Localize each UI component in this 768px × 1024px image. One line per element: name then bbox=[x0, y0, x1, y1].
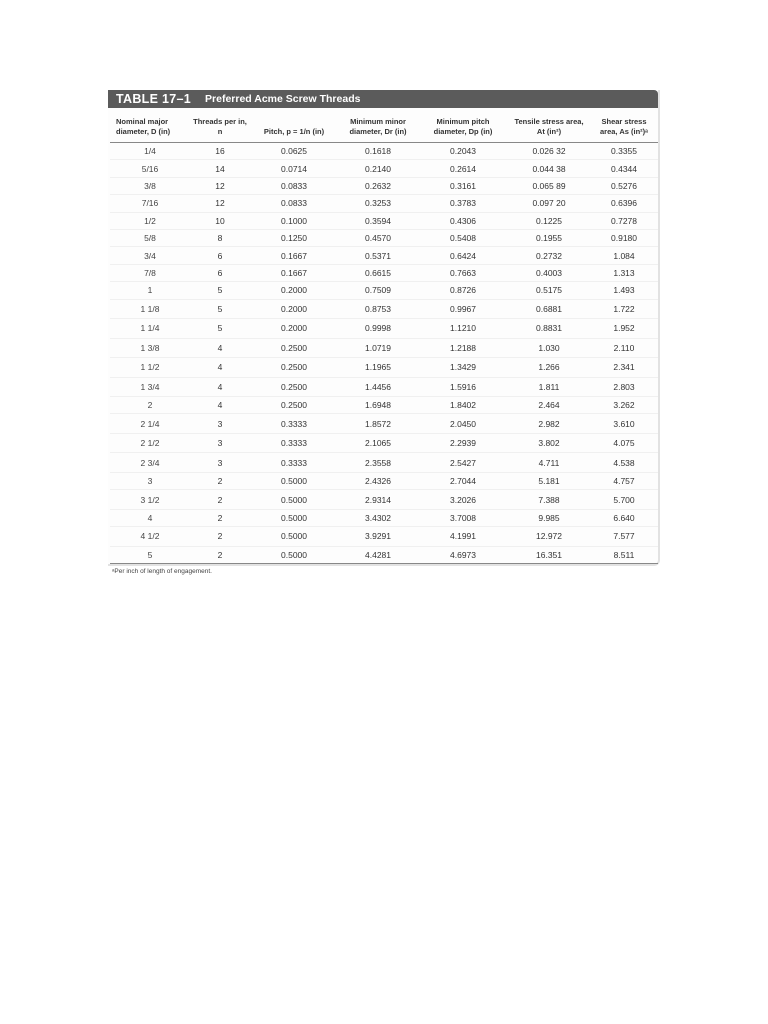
cell-pitch: 0.2000 bbox=[250, 282, 338, 299]
cell-shear-stress-area: 1.084 bbox=[590, 247, 658, 264]
cell-min-pitch-diameter: 1.1210 bbox=[418, 319, 508, 339]
cell-tensile-stress-area: 0.065 89 bbox=[508, 177, 590, 194]
cell-nominal-diameter: 2 bbox=[110, 397, 190, 414]
cell-nominal-diameter: 1 1/4 bbox=[110, 319, 190, 339]
cell-pitch: 0.5000 bbox=[250, 490, 338, 510]
cell-min-pitch-diameter: 0.9967 bbox=[418, 299, 508, 319]
cell-min-pitch-diameter: 1.8402 bbox=[418, 397, 508, 414]
cell-shear-stress-area: 4.757 bbox=[590, 472, 658, 489]
cell-min-pitch-diameter: 0.4306 bbox=[418, 212, 508, 229]
cell-tensile-stress-area: 16.351 bbox=[508, 546, 590, 563]
cell-min-pitch-diameter: 0.2043 bbox=[418, 143, 508, 160]
cell-min-pitch-diameter: 0.5408 bbox=[418, 229, 508, 246]
cell-nominal-diameter: 2 1/2 bbox=[110, 433, 190, 453]
acme-thread-table bbox=[110, 108, 658, 564]
cell-nominal-diameter: 2 3/4 bbox=[110, 453, 190, 473]
cell-shear-stress-area: 1.313 bbox=[590, 264, 658, 281]
cell-min-minor-diameter: 0.4570 bbox=[338, 229, 418, 246]
cell-tensile-stress-area: 2.982 bbox=[508, 414, 590, 434]
cell-nominal-diameter: 1 3/8 bbox=[110, 338, 190, 358]
cell-threads-per-inch: 14 bbox=[190, 160, 250, 177]
table-row bbox=[110, 229, 658, 246]
table-number: TABLE 17–1 bbox=[116, 92, 192, 106]
cell-min-minor-diameter: 0.3594 bbox=[338, 212, 418, 229]
cell-nominal-diameter: 1/4 bbox=[110, 143, 190, 160]
cell-min-minor-diameter: 4.4281 bbox=[338, 546, 418, 563]
cell-pitch: 0.2500 bbox=[250, 397, 338, 414]
cell-threads-per-inch: 2 bbox=[190, 546, 250, 563]
cell-min-minor-diameter: 2.1065 bbox=[338, 433, 418, 453]
table-body bbox=[110, 143, 658, 564]
cell-min-pitch-diameter: 3.7008 bbox=[418, 509, 508, 526]
cell-tensile-stress-area: 5.181 bbox=[508, 472, 590, 489]
cell-shear-stress-area: 6.640 bbox=[590, 509, 658, 526]
cell-min-minor-diameter: 1.1965 bbox=[338, 358, 418, 378]
cell-pitch: 0.0833 bbox=[250, 177, 338, 194]
cell-min-minor-diameter: 1.0719 bbox=[338, 338, 418, 358]
cell-shear-stress-area: 2.110 bbox=[590, 338, 658, 358]
cell-threads-per-inch: 16 bbox=[190, 143, 250, 160]
table-row bbox=[110, 282, 658, 299]
cell-min-minor-diameter: 1.6948 bbox=[338, 397, 418, 414]
cell-pitch: 0.5000 bbox=[250, 527, 338, 547]
header-pitch: Pitch, p = 1/n (in) bbox=[250, 108, 338, 143]
cell-shear-stress-area: 0.5276 bbox=[590, 177, 658, 194]
table-row bbox=[110, 358, 658, 378]
cell-threads-per-inch: 12 bbox=[190, 177, 250, 194]
cell-nominal-diameter: 5/8 bbox=[110, 229, 190, 246]
table-row bbox=[110, 264, 658, 281]
cell-pitch: 0.2000 bbox=[250, 319, 338, 339]
table-row bbox=[110, 433, 658, 453]
table-row bbox=[110, 527, 658, 547]
cell-nominal-diameter: 4 bbox=[110, 509, 190, 526]
cell-tensile-stress-area: 0.097 20 bbox=[508, 195, 590, 212]
table-row bbox=[110, 546, 658, 563]
cell-pitch: 0.5000 bbox=[250, 546, 338, 563]
cell-tensile-stress-area: 0.4003 bbox=[508, 264, 590, 281]
cell-pitch: 0.2500 bbox=[250, 377, 338, 397]
cell-min-pitch-diameter: 4.1991 bbox=[418, 527, 508, 547]
cell-min-minor-diameter: 2.4326 bbox=[338, 472, 418, 489]
cell-shear-stress-area: 3.610 bbox=[590, 414, 658, 434]
cell-min-pitch-diameter: 0.7663 bbox=[418, 264, 508, 281]
cell-threads-per-inch: 2 bbox=[190, 490, 250, 510]
table-row bbox=[110, 212, 658, 229]
header-tensile-stress-area: Tensile stress area, At (in²) bbox=[508, 108, 590, 143]
cell-min-minor-diameter: 0.2632 bbox=[338, 177, 418, 194]
cell-min-pitch-diameter: 2.2939 bbox=[418, 433, 508, 453]
acme-thread-table-card bbox=[108, 90, 660, 576]
cell-shear-stress-area: 0.3355 bbox=[590, 143, 658, 160]
cell-tensile-stress-area: 1.030 bbox=[508, 338, 590, 358]
cell-pitch: 0.2500 bbox=[250, 338, 338, 358]
cell-tensile-stress-area: 7.388 bbox=[508, 490, 590, 510]
cell-pitch: 0.3333 bbox=[250, 453, 338, 473]
cell-min-pitch-diameter: 0.2614 bbox=[418, 160, 508, 177]
table-row bbox=[110, 490, 658, 510]
cell-tensile-stress-area: 0.026 32 bbox=[508, 143, 590, 160]
cell-pitch: 0.5000 bbox=[250, 472, 338, 489]
cell-tensile-stress-area: 9.985 bbox=[508, 509, 590, 526]
cell-pitch: 0.2500 bbox=[250, 358, 338, 378]
cell-min-minor-diameter: 2.3558 bbox=[338, 453, 418, 473]
cell-shear-stress-area: 5.700 bbox=[590, 490, 658, 510]
cell-nominal-diameter: 1 3/4 bbox=[110, 377, 190, 397]
cell-shear-stress-area: 4.538 bbox=[590, 453, 658, 473]
table-row bbox=[110, 453, 658, 473]
cell-min-pitch-diameter: 0.3783 bbox=[418, 195, 508, 212]
cell-pitch: 0.0714 bbox=[250, 160, 338, 177]
cell-nominal-diameter: 7/8 bbox=[110, 264, 190, 281]
cell-tensile-stress-area: 0.044 38 bbox=[508, 160, 590, 177]
table-row bbox=[110, 377, 658, 397]
cell-tensile-stress-area: 0.5175 bbox=[508, 282, 590, 299]
cell-threads-per-inch: 4 bbox=[190, 397, 250, 414]
cell-threads-per-inch: 5 bbox=[190, 319, 250, 339]
table-row bbox=[110, 195, 658, 212]
cell-min-pitch-diameter: 1.2188 bbox=[418, 338, 508, 358]
cell-nominal-diameter: 1 1/2 bbox=[110, 358, 190, 378]
cell-tensile-stress-area: 0.1225 bbox=[508, 212, 590, 229]
cell-min-pitch-diameter: 2.0450 bbox=[418, 414, 508, 434]
table-footnote: ᵃPer inch of length of engagement. bbox=[112, 568, 212, 576]
cell-min-pitch-diameter: 0.8726 bbox=[418, 282, 508, 299]
cell-shear-stress-area: 3.262 bbox=[590, 397, 658, 414]
cell-nominal-diameter: 3/4 bbox=[110, 247, 190, 264]
cell-min-minor-diameter: 3.4302 bbox=[338, 509, 418, 526]
cell-pitch: 0.0625 bbox=[250, 143, 338, 160]
header-minimum-pitch-diameter: Minimum pitch diameter, Dp (in) bbox=[418, 108, 508, 143]
table-row bbox=[110, 160, 658, 177]
cell-threads-per-inch: 4 bbox=[190, 338, 250, 358]
cell-tensile-stress-area: 3.802 bbox=[508, 433, 590, 453]
cell-nominal-diameter: 3/8 bbox=[110, 177, 190, 194]
cell-threads-per-inch: 10 bbox=[190, 212, 250, 229]
cell-shear-stress-area: 1.952 bbox=[590, 319, 658, 339]
cell-min-pitch-diameter: 0.3161 bbox=[418, 177, 508, 194]
table-row bbox=[110, 143, 658, 160]
table-row bbox=[110, 472, 658, 489]
table-row bbox=[110, 319, 658, 339]
cell-shear-stress-area: 2.341 bbox=[590, 358, 658, 378]
cell-nominal-diameter: 3 1/2 bbox=[110, 490, 190, 510]
cell-nominal-diameter: 5 bbox=[110, 546, 190, 563]
cell-shear-stress-area: 0.9180 bbox=[590, 229, 658, 246]
header-shear-stress-area: Shear stress area, As (in²)ᵃ bbox=[590, 108, 658, 143]
cell-nominal-diameter: 1/2 bbox=[110, 212, 190, 229]
cell-nominal-diameter: 1 bbox=[110, 282, 190, 299]
cell-pitch: 0.0833 bbox=[250, 195, 338, 212]
cell-nominal-diameter: 5/16 bbox=[110, 160, 190, 177]
table-row bbox=[110, 247, 658, 264]
cell-threads-per-inch: 4 bbox=[190, 377, 250, 397]
cell-tensile-stress-area: 0.8831 bbox=[508, 319, 590, 339]
cell-threads-per-inch: 5 bbox=[190, 299, 250, 319]
cell-tensile-stress-area: 0.1955 bbox=[508, 229, 590, 246]
cell-pitch: 0.1667 bbox=[250, 264, 338, 281]
cell-nominal-diameter: 3 bbox=[110, 472, 190, 489]
cell-threads-per-inch: 2 bbox=[190, 509, 250, 526]
cell-min-minor-diameter: 0.1618 bbox=[338, 143, 418, 160]
cell-pitch: 0.1000 bbox=[250, 212, 338, 229]
header-threads-per-inch: Threads per in, n bbox=[190, 108, 250, 143]
cell-min-pitch-diameter: 4.6973 bbox=[418, 546, 508, 563]
cell-shear-stress-area: 0.4344 bbox=[590, 160, 658, 177]
table-row bbox=[110, 414, 658, 434]
cell-threads-per-inch: 3 bbox=[190, 433, 250, 453]
table-row bbox=[110, 338, 658, 358]
cell-threads-per-inch: 6 bbox=[190, 264, 250, 281]
table-header-row bbox=[110, 108, 658, 143]
cell-shear-stress-area: 4.075 bbox=[590, 433, 658, 453]
cell-threads-per-inch: 8 bbox=[190, 229, 250, 246]
cell-tensile-stress-area: 4.711 bbox=[508, 453, 590, 473]
header-minimum-minor-diameter: Minimum minor diameter, Dr (in) bbox=[338, 108, 418, 143]
cell-nominal-diameter: 1 1/8 bbox=[110, 299, 190, 319]
cell-min-pitch-diameter: 0.6424 bbox=[418, 247, 508, 264]
table-row bbox=[110, 177, 658, 194]
table-title-bar bbox=[108, 90, 658, 108]
cell-min-minor-diameter: 0.2140 bbox=[338, 160, 418, 177]
cell-pitch: 0.3333 bbox=[250, 414, 338, 434]
cell-tensile-stress-area: 1.811 bbox=[508, 377, 590, 397]
cell-threads-per-inch: 4 bbox=[190, 358, 250, 378]
cell-min-minor-diameter: 0.8753 bbox=[338, 299, 418, 319]
cell-shear-stress-area: 2.803 bbox=[590, 377, 658, 397]
cell-tensile-stress-area: 1.266 bbox=[508, 358, 590, 378]
cell-pitch: 0.1667 bbox=[250, 247, 338, 264]
cell-nominal-diameter: 4 1/2 bbox=[110, 527, 190, 547]
cell-threads-per-inch: 3 bbox=[190, 414, 250, 434]
cell-tensile-stress-area: 0.2732 bbox=[508, 247, 590, 264]
cell-pitch: 0.3333 bbox=[250, 433, 338, 453]
cell-min-minor-diameter: 0.6615 bbox=[338, 264, 418, 281]
table-row bbox=[110, 299, 658, 319]
cell-shear-stress-area: 0.7278 bbox=[590, 212, 658, 229]
cell-min-pitch-diameter: 2.7044 bbox=[418, 472, 508, 489]
cell-min-pitch-diameter: 1.5916 bbox=[418, 377, 508, 397]
cell-min-minor-diameter: 0.7509 bbox=[338, 282, 418, 299]
cell-nominal-diameter: 2 1/4 bbox=[110, 414, 190, 434]
table-row bbox=[110, 509, 658, 526]
cell-shear-stress-area: 1.722 bbox=[590, 299, 658, 319]
cell-nominal-diameter: 7/16 bbox=[110, 195, 190, 212]
table-row bbox=[110, 397, 658, 414]
cell-min-pitch-diameter: 3.2026 bbox=[418, 490, 508, 510]
cell-min-minor-diameter: 0.9998 bbox=[338, 319, 418, 339]
cell-pitch: 0.5000 bbox=[250, 509, 338, 526]
cell-min-pitch-diameter: 2.5427 bbox=[418, 453, 508, 473]
cell-min-pitch-diameter: 1.3429 bbox=[418, 358, 508, 378]
cell-threads-per-inch: 12 bbox=[190, 195, 250, 212]
cell-threads-per-inch: 3 bbox=[190, 453, 250, 473]
cell-tensile-stress-area: 12.972 bbox=[508, 527, 590, 547]
cell-shear-stress-area: 7.577 bbox=[590, 527, 658, 547]
header-nominal-major-diameter: Nominal major diameter, D (in) bbox=[110, 108, 190, 143]
cell-min-minor-diameter: 0.3253 bbox=[338, 195, 418, 212]
cell-threads-per-inch: 2 bbox=[190, 527, 250, 547]
cell-tensile-stress-area: 0.6881 bbox=[508, 299, 590, 319]
cell-min-minor-diameter: 1.8572 bbox=[338, 414, 418, 434]
cell-shear-stress-area: 1.493 bbox=[590, 282, 658, 299]
cell-min-minor-diameter: 1.4456 bbox=[338, 377, 418, 397]
cell-tensile-stress-area: 2.464 bbox=[508, 397, 590, 414]
cell-threads-per-inch: 2 bbox=[190, 472, 250, 489]
cell-shear-stress-area: 8.511 bbox=[590, 546, 658, 563]
cell-min-minor-diameter: 0.5371 bbox=[338, 247, 418, 264]
cell-pitch: 0.1250 bbox=[250, 229, 338, 246]
cell-threads-per-inch: 5 bbox=[190, 282, 250, 299]
cell-pitch: 0.2000 bbox=[250, 299, 338, 319]
cell-shear-stress-area: 0.6396 bbox=[590, 195, 658, 212]
table-title: Preferred Acme Screw Threads bbox=[205, 93, 361, 105]
cell-threads-per-inch: 6 bbox=[190, 247, 250, 264]
cell-min-minor-diameter: 3.9291 bbox=[338, 527, 418, 547]
cell-min-minor-diameter: 2.9314 bbox=[338, 490, 418, 510]
